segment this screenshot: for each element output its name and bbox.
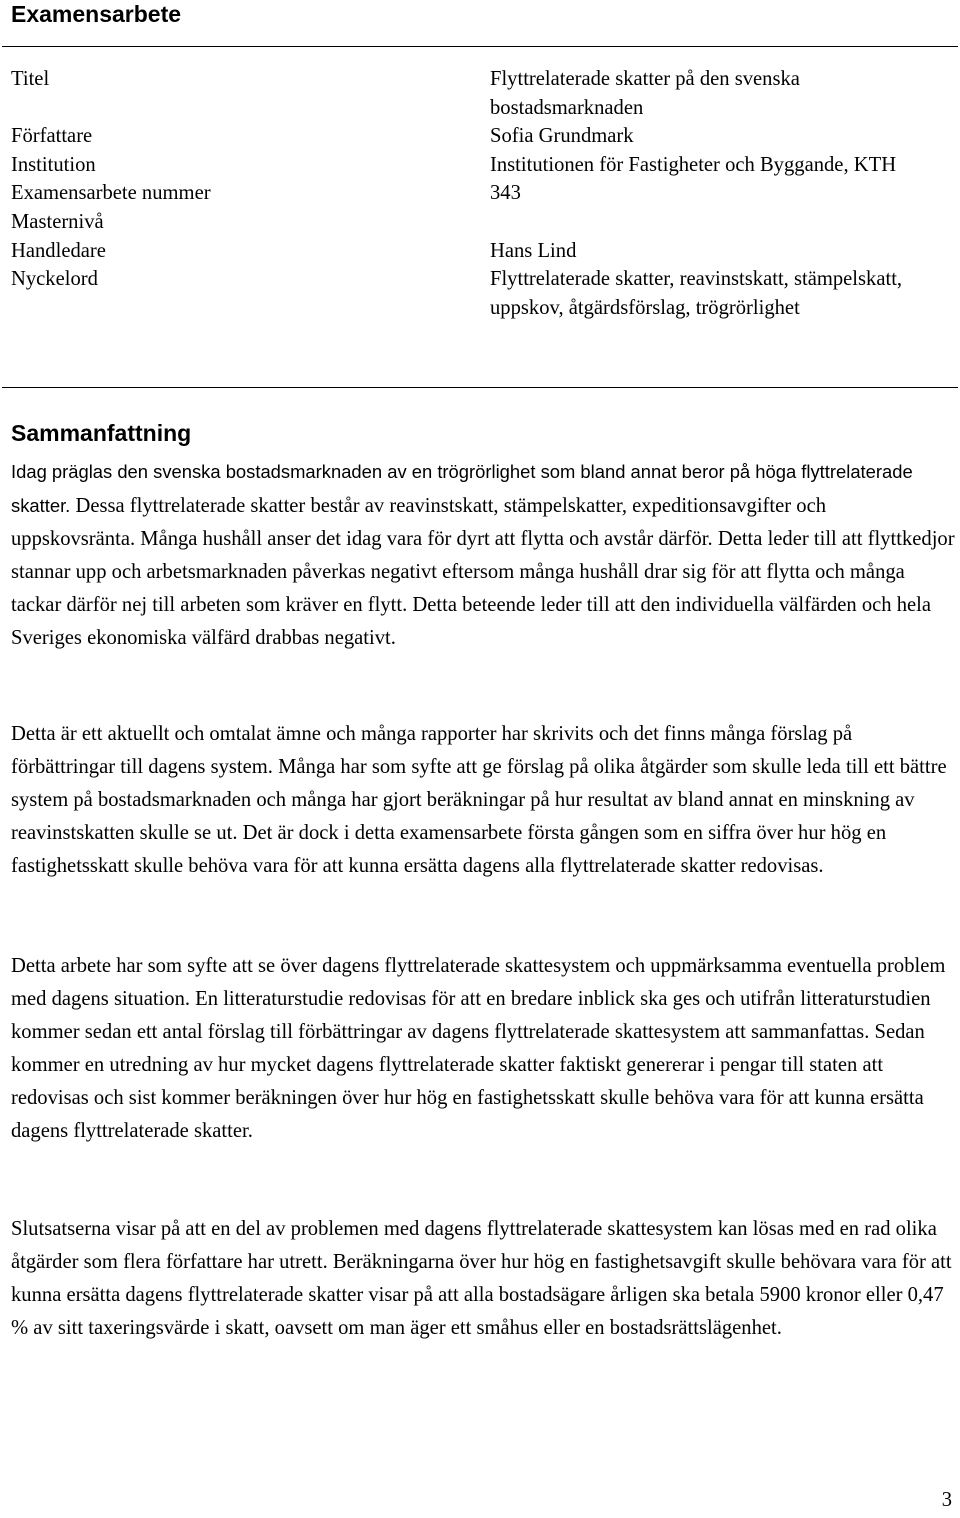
summary-paragraph-3: Detta arbete har som syfte att se över dagens flyttrelaterade skattesystem och uppmärksamma eventuella problem med dagens situation. En litteraturstudie redovisas för att en bredare inblick ska ges och utifrån litteraturstudien kommer sedan ett antal förslag till förbättringar av dagens flyttrelaterade skattesystem att sammanfattas. Sedan kommer en utredning av hur mycket dagens flyttrelaterade skatter faktiskt genererar i pengar till staten att redovisas och sist kommer beräkningen över hur hög en fastighetsskatt skulle behöva vara för att kunna ersätta dagens flyttrelaterade skatter. — [11, 955, 946, 1142]
metadata-label: Titel — [11, 68, 50, 90]
metadata-label: Författare — [11, 125, 93, 148]
summary-paragraph-1-lead: Idag präglas den svenska bostadsmarknaden av en trögrörlighet som bland annat beror på höga flyttrelaterade skatter. — [11, 461, 913, 516]
metadata-table — [11, 65, 951, 322]
summary-paragraph-1-body: Dessa flyttrelaterade skatter består av reavinstskatt, stämpelskatter, expeditionsavgifter och uppskovsränta. Många hushåll anser det idag vara för dyrt att flytta och avstår därför. Detta leder till att flyttkedjor stannar upp och arbetsmarknaden påverkas negativt eftersom många hushåll drar sig för att flytta och många tackar därför nej till arbeten som kräver en flytt. Detta beteende leder till att den individuella välfärden och hela Sveriges ekonomiska välfärd drabbas negativt. — [11, 495, 955, 649]
metadata-label: Handledare — [11, 239, 106, 262]
document-heading: Examensarbete — [11, 1, 182, 27]
metadata-row-institution — [11, 151, 951, 180]
metadata-row-author — [11, 122, 951, 151]
metadata-row-keywords — [11, 265, 951, 322]
metadata-value: Hans Lind — [490, 239, 577, 262]
metadata-value: Sofia Grundmark — [490, 125, 634, 148]
page-number: 3 — [941, 1489, 952, 1511]
summary-paragraph-1 — [11, 455, 955, 655]
summary-paragraph-2: Detta är ett aktuellt och omtalat ämne och många rapporter har skrivits och det finns många förslag på förbättringar till dagens system. Många har som syfte att ge förslag på olika åtgärder som skulle leda till ett bättre system på bostadsmarknaden och många har gjort beräkningar på hur resultat av bland annat en minskning av reavinstskatten skulle se ut. Det är dock i detta examensarbete första gången som en siffra över hur hög en fastighetsskatt skulle behöva vara för att kunna ersätta dagens alla flyttrelaterade skatter redovisas. — [11, 723, 947, 877]
metadata-label: Examensarbete nummer — [11, 182, 211, 205]
summary-heading: Sammanfattning — [11, 420, 192, 446]
metadata-value — [490, 208, 951, 237]
metadata-row-title — [11, 65, 951, 122]
metadata-label: Institution — [11, 153, 96, 176]
top-divider — [2, 46, 958, 47]
metadata-row-level — [11, 208, 951, 237]
metadata-value: Institutionen för Fastigheter och Byggande, KTH — [490, 153, 897, 176]
metadata-row-supervisor — [11, 237, 951, 266]
metadata-value: 343 — [490, 182, 521, 205]
metadata-value: Flyttrelaterade skatter på den svenska bostadsmarknaden — [490, 68, 800, 119]
bottom-divider — [2, 387, 958, 388]
metadata-label: Masternivå — [11, 210, 104, 233]
summary-paragraph-4: Slutsatserna visar på att en del av problemen med dagens flyttrelaterade skattesystem kan lösas med en rad olika åtgärder som flera författare har utrett. Beräkningarna över hur hög en fastighetsavgift skulle behövara vara för att kunna ersätta dagens flyttrelaterade skatter visar på att alla bostadsägare årligen ska betala 5900 kronor eller 0,47 % av sitt taxeringsvärde i skatt, oavsett om man äger ett småhus eller en bostadsrättslägenhet. — [11, 1218, 952, 1339]
metadata-row-thesis-number — [11, 179, 951, 208]
metadata-value: Flyttrelaterade skatter, reavinstskatt, stämpelskatt, uppskov, åtgärdsförslag, trögrörlighet — [490, 268, 903, 319]
metadata-label: Nyckelord — [11, 268, 98, 291]
